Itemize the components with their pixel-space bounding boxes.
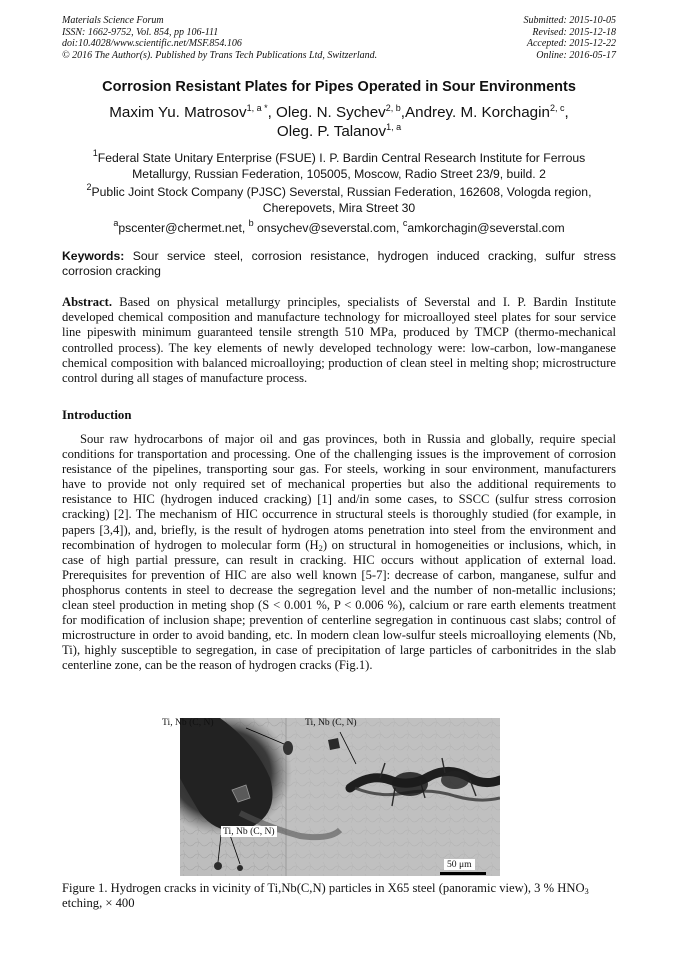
paper-title: Corrosion Resistant Plates for Pipes Operated in Sour Environments [102,79,576,95]
scale-label: 50 μm [444,859,475,870]
author-affiliation-mark: 2, b [385,103,401,113]
author-list [40,103,638,141]
scale-bar [440,872,486,875]
author-name: Oleg. N. Sychev [276,104,386,121]
abstract-paragraph [62,295,616,386]
email-mark: b [248,218,254,228]
author-separator: , [400,104,406,121]
issn-line: ISSN: 1662-9752, Vol. 854, pp 106-111 [62,26,219,38]
journal-meta [62,15,377,61]
author-emails [62,218,616,237]
particle-label: Ti, Nb (C, N) [223,826,275,837]
intro-subscript: 2 [318,542,323,553]
introduction-heading: Introduction [62,408,132,422]
online-date: Online: 2016-05-17 [536,49,616,61]
intro-text: Sour raw hydrocarbons of major oil and gas provinces, both in Russia and globally, require special conditions for transportation and processing. One of the challenging issues is the improvement of corrosion resistance of the pipelines, transporting sour gas. For steels, working in sour environment, manufacturers have to provide not only required set of mechanical properties but also the additional requirements to resistance to HIC (hydrogen induced cracking) [1] and/in some cases, to SSCC (sulfur stress corrosion cracking) [2]. The mechanism of HIC occurrence in structural steels is thoroughly studied (for example, in papers [3,4]), and, briefly, is the result of hydrogen atoms penetration into steel from the environment and recombination of hydrogen to molecular form (H [62,432,616,552]
affiliation-1 [62,148,616,182]
author-name: Andrey. M. Korchagin [405,104,550,121]
micrograph-image [180,718,500,876]
introduction-paragraph [62,432,616,674]
copyright-line: © 2016 The Author(s). Published by Trans Tech Publications Ltd, Switzerland. [62,49,378,61]
affiliation-2 [62,182,616,216]
email-mark: c [402,218,408,228]
author-separator: , [267,104,277,121]
keywords-paragraph [62,249,616,278]
abstract-text: Based on physical metallurgy principles, specialists of Severstal and I. P. Bardin Institute developed chemical composition and manufacture technology for microalloyed steel plates for sour service line pipeswith minimum guaranteed tensile strength 510 MPa, produced by TMCP (thermo-mechanical controlled process). The key elements of newly developed technology were: low-carbon, low-manganese chemical composition with balanced microalloying; production of clean steel in melting shop; microstructure control during all stages of manufacture process. [62,295,616,386]
doi-line: doi:10.4028/www.scientific.net/MSF.854.106 [62,38,242,50]
particle-label: Ti, Nb (C, N) [162,717,214,728]
affiliation-text: Federal State Unitary Enterprise (FSUE) I. P. Bardin Central Research Institute for Ferrous Metallurgy, Russian Federation, 105005, Moscow, Radio Street 23/9, build. 2 [97,151,586,181]
affiliation-text: Public Joint Stock Company (PJSC) Severstal, Russian Federation, 162608, Vologda region, Cherepovets, Mira Street 30 [91,185,592,215]
author-affiliation-mark: 1, a * [246,103,268,113]
caption-subscript: 3 [584,886,589,896]
intro-text: ) on structural in homogeneities or inclusions, which, in case of high partial pressure, can result in cracking. HIC occurs without application of external load. Prerequisites for prevention of HIC are also well known [5-7]: decrease of carbon, manganese, sulfur and phosphorus contents in steel to decrease the segregation level and the number of non-metallic inclusions; clean steel production in meting shop (S < 0.001 %, P < 0.006 %), calcium or rare earth elements treatment for modification of inclusion shape; prevention of centerline segregation in continuous cast slabs; control of microstructure in order to avoid banding, etc. In modern clean low-sulfur steels microalloying elements (Nb, Ti), highly susceptible to segregation, in case of precipitation of large particles of carbonitrides in the slab centerline zone, can be the reason of hydrogen cracks (Fig.1). [62,537,616,673]
dates-meta [524,15,617,61]
author-name: Oleg. P. Talanov [276,123,387,140]
revised-date: Revised: 2015-12-18 [532,26,616,38]
author-affiliation-mark: 2, c [549,103,565,113]
keywords-label: Keywords: [62,249,125,263]
email-mark: a [113,218,119,228]
email-text[interactable]: pscenter@chermet.net, [118,221,249,235]
author-affiliation-mark: 1, a [386,122,402,132]
submitted-date: Submitted: 2015-10-05 [523,15,616,26]
keywords-text: Sour service steel, corrosion resistance, hydrogen induced cracking, sulfur stress corrosion cracking [62,249,616,278]
abstract-label: Abstract. [62,295,113,309]
micrograph-figure [180,718,500,876]
affiliation-mark: 1 [92,148,98,158]
caption-text: Figure 1. Hydrogen cracks in vicinity of Ti,Nb(C,N) particles in X65 steel (panoramic view), 3 % HNO [62,881,585,895]
caption-text: etching, × 400 [62,896,135,911]
author-name: Maxim Yu. Matrosov [109,104,247,121]
affiliation-mark: 2 [86,182,92,192]
author-separator: , [564,104,569,121]
email-text[interactable]: onsychev@severstal.com, [253,221,403,235]
particle-label: Ti, Nb (C, N) [305,717,357,728]
journal-name: Materials Science Forum [62,15,164,26]
accepted-date: Accepted: 2015-12-22 [526,38,616,50]
email-text[interactable]: amkorchagin@severstal.com [407,221,565,235]
figure-caption [62,881,616,911]
